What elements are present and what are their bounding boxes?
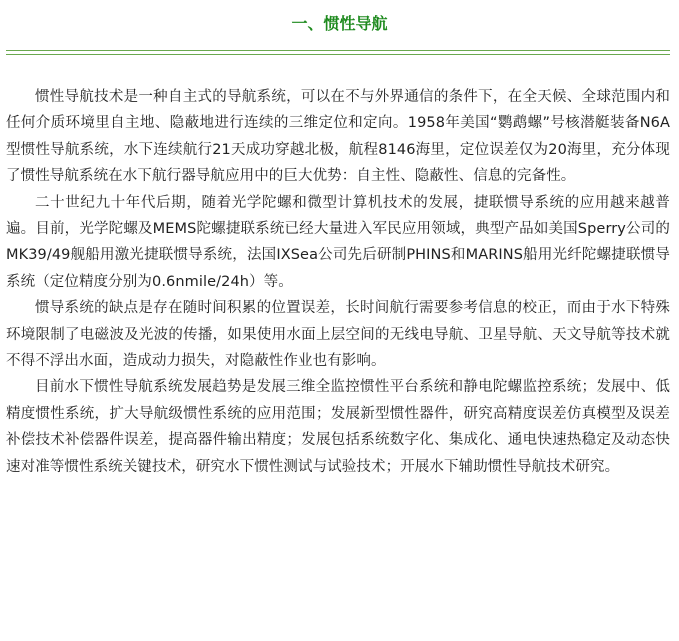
- section-title: 一、惯性导航: [291, 14, 388, 33]
- paragraph-trends: 目前水下惯性导航系统发展趋势是发展三维全监控惯性平台系统和静电陀螺监控系统；发展中、低精度惯性系统，扩大导航级惯性系统的应用范围；发展新型惯性器件，研究高精度误差仿真模型及误差补偿技术补偿器件误差，提高器件输出精度；发展包括系统数字化、集成化、通电快速热稳定及动态快速对准等惯性系统关键技术，研究水下惯性测试与试验技术；开展水下辅助惯性导航技术研究。: [6, 379, 670, 475]
- article-body: [6, 84, 670, 480]
- paragraph-strapdown: 二十世纪九十年代后期，随着光学陀螺和微型计算机技术的发展，捷联惯导系统的应用越来越普遍。目前，光学陀螺及MEMS陀螺捷联系统已经大量进入军民应用领域，典型产品如美国Sperry公司的MK39/49舰船用激光捷联惯导系统，法国IXSea公司先后研制PHINS和MARINS船用光纤陀螺捷联惯导系统（定位精度分别为0.6nmile/24h）等。: [6, 194, 670, 290]
- title-divider-bottom: [6, 54, 670, 55]
- paragraph-intro: 惯性导航技术是一种自主式的导航系统，可以在不与外界通信的条件下，在全天候、全球范围内和任何介质环境里自主地、隐蔽地进行连续的三维定位和定向。1958年美国“鹦鹉螺”号核潜艇装备N6A型惯性导航系统，水下连续航行21天成功穿越北极，航程8146海里，定位误差仅为20海里，充分体现了惯性导航系统在水下航行器导航应用中的巨大优势：自主性、隐蔽性、信息的完备性。: [6, 89, 670, 185]
- paragraph-drawbacks: 惯导系统的缺点是存在随时间积累的位置误差，长时间航行需要参考信息的校正，而由于水下特殊环境限制了电磁波及光波的传播，如果使用水面上层空间的无线电导航、卫星导航、天文导航等技术就不得不浮出水面，造成动力损失，对隐蔽性作业也有影响。: [6, 300, 670, 370]
- title-divider-top: [6, 50, 670, 51]
